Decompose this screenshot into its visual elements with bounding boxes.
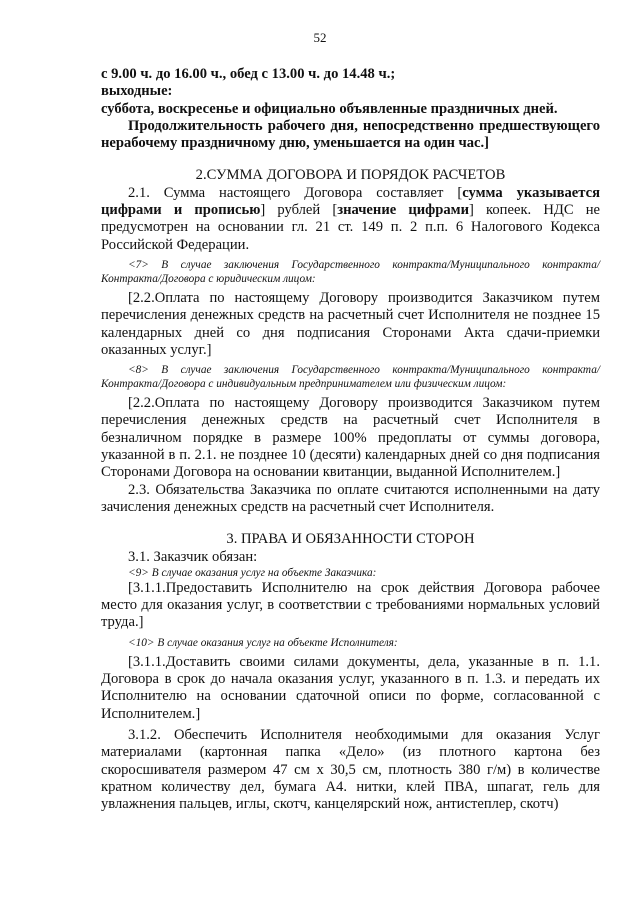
paragraph-3-1-1-customer-site: [3.1.1.Предоставить Исполнителю на срок действия Договора рабочее место для оказания услуг, в соответствии с требованиями нормальных условий труда.]: [101, 579, 600, 631]
paragraph-2-1-mid: ] рублей [: [260, 202, 338, 219]
weekends-label: выходные:: [101, 83, 173, 100]
workday-duration-text: Продолжительность рабочего дня, непосредственно предшествующего нерабочему праздничному дню, уменьшается на один час.]: [101, 117, 600, 152]
paragraph-2-2-individual: [2.2.Оплата по настоящему Договору производится Заказчиком путем перечисления денежных средств на расчетный счет Исполнителя в безналичном порядке в размере 100% предоплаты от суммы договора, указанной в п. 2.1. не позднее 10 (десяти) календарных дней со дня подписания Сторонами Договора на основании квитанции, выданной Исполнителем.]: [101, 395, 600, 481]
footnote-8: <8> В случае заключения Государственного контракта/Муниципального контракта/Контракта/Договора с индивидуальным предпринимателем или физическим лицом:: [101, 364, 600, 391]
page-number: 52: [313, 30, 327, 45]
paragraph-2-2-legal-entity: [2.2.Оплата по настоящему Договору производится Заказчиком путем перечисления денежных средств на расчетный счет Исполнителя не позднее 15 календарных дней со дня подписания Сторонами Акта сдачи-приемки оказанных услуг.]: [101, 289, 600, 358]
section-2-heading: 2.СУММА ДОГОВОРА И ПОРЯДОК РАСЧЕТОВ: [195, 167, 506, 184]
paragraph-2-1: [101, 185, 600, 254]
amount-in-words-placeholder: сумма указывается цифрами и прописью: [101, 184, 600, 219]
paragraph-2-1-prefix: 2.1. Сумма настоящего Договора составляет [: [128, 184, 463, 201]
paragraph-3-1-2: 3.1.2. Обеспечить Исполнителя необходимыми для оказания Услуг материалами (картонная папка «Дело» (из плотного картона без скоросшивателя размером 47 см х 30,5 см, плотность 380 г/м) в количестве кратном количеству дел, бумага А4. нитки, клей ПВА, шпагат, гель для увлажнения пальцев, иглы, скотч, канцелярский нож, антистеплер, скотч): [101, 726, 600, 813]
amount-in-digits-placeholder: значение цифрами: [337, 202, 470, 219]
paragraph-2-3: 2.3. Обязательства Заказчика по оплате считаются исполненными на дату зачисления денежных средств на расчетный счет Исполнителя.: [101, 481, 600, 515]
paragraph-2-1-suffix: ] копеек. НДС не предусмотрен на основании гл. 21 ст. 149 п. 2 п.п. 6 Налогового Кодекса Российской Федерации.: [101, 202, 600, 253]
working-hours-line: с 9.00 ч. до 16.00 ч., обед с 13.00 ч. до 14.48 ч.;: [101, 66, 396, 82]
section-3-heading: 3. ПРАВА И ОБЯЗАННОСТИ СТОРОН: [226, 531, 475, 548]
document-body: [101, 66, 600, 813]
paragraph-3-1-1-contractor-site: [3.1.1.Доставить своими силами документы, дела, указанные в п. 1.1. Договора в срок до начала оказания услуг, указанного в п. 1.3. и передать их Исполнителю на основании сдаточной описи по форме, согласованной с Исполнителем.]: [101, 653, 600, 722]
paragraph-3-1: 3.1. Заказчик обязан:: [128, 548, 258, 565]
footnote-7: <7> В случае заключения Государственного контракта/Муниципального контракта/Контракта/Договора с юридическим лицом:: [101, 258, 600, 285]
weekends-text: суббота, воскресенье и официально объявленные праздничных дней.: [101, 100, 558, 117]
footnote-9: <9> В случае оказания услуг на объекте Заказчика:: [128, 566, 377, 579]
footnote-10: <10> В случае оказания услуг на объекте Исполнителя:: [128, 636, 398, 649]
